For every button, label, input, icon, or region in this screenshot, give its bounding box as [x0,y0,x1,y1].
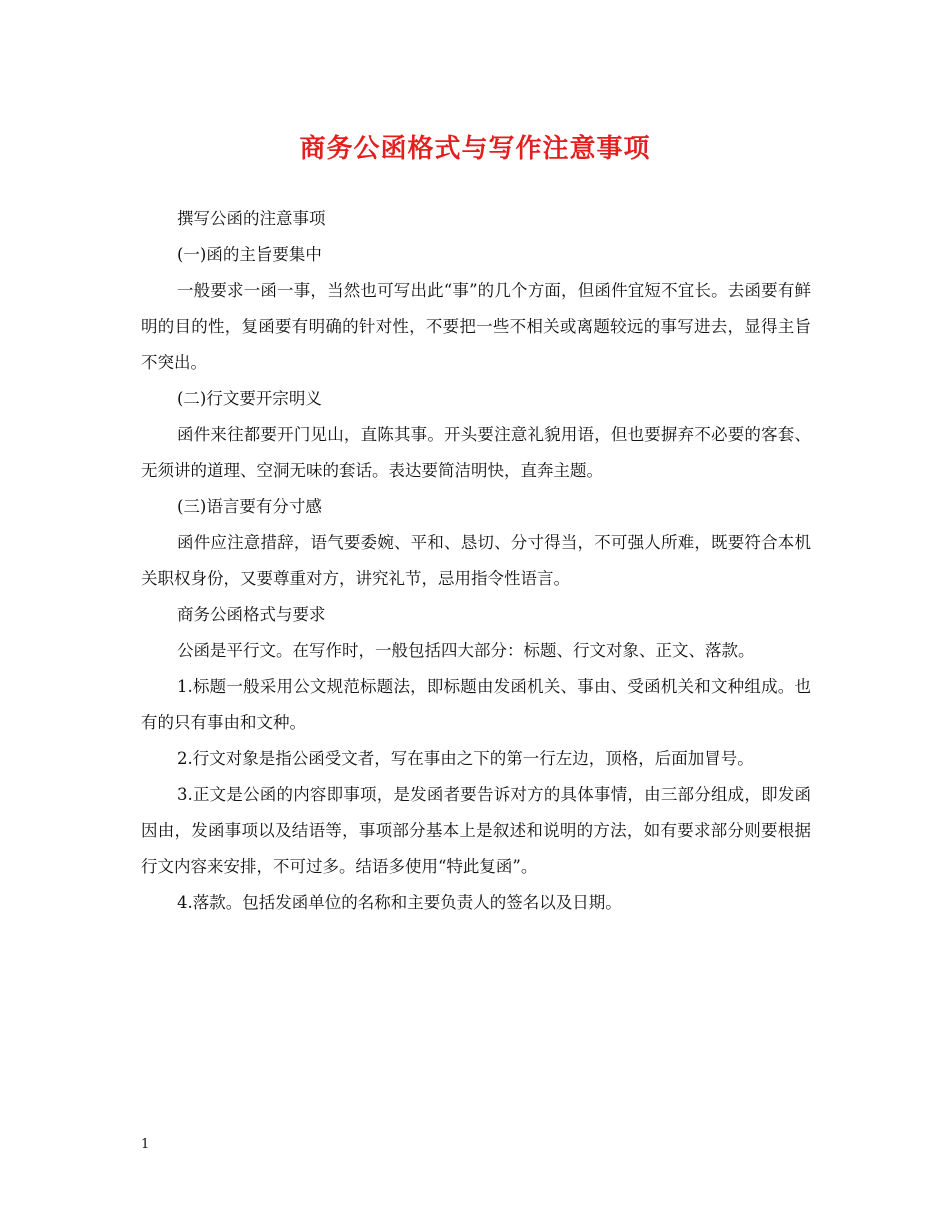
paragraph: 一般要求一函一事，当然也可写出此“事”的几个方面，但函件宜短不宜长。去函要有鲜明的目的性，复函要有明确的针对性，不要把一些不相关或离题较远的事写进去，显得主旨不突出。 [141,281,811,372]
paragraph: 2.行文对象是指公函受文者，写在事由之下的第一行左边，顶格，后面加冒号。 [177,749,754,768]
paragraph: 函件来往都要开门见山，直陈其事。开头要注意礼貌用语，但也要摒弃不必要的客套、无须讲的道理、空洞无味的套话。表达要简洁明快，直奔主题。 [141,425,811,480]
paragraph: 函件应注意措辞，语气要委婉、平和、恳切、分寸得当，不可强人所难，既要符合本机关职权身份，又要尊重对方，讲究礼节，忌用指令性语言。 [141,533,811,588]
paragraph: 3.正文是公函的内容即事项，是发函者要告诉对方的具体事情，由三部分组成，即发函因由，发函事项以及结语等，事项部分基本上是叙述和说明的方法，如有要求部分则要根据行文内容来安排，不可过多。结语多使用“特此复函”。 [141,785,811,876]
paragraph: 1.标题一般采用公文规范标题法，即标题由发函机关、事由、受函机关和文种组成。也有的只有事由和文种。 [141,677,811,732]
paragraph: (二)行文要开宗明义 [177,389,322,408]
paragraph: 4.落款。包括发函单位的名称和主要负责人的签名以及日期。 [177,893,622,912]
paragraph: 撰写公函的注意事项 [177,209,326,228]
document-body [141,201,811,921]
paragraph: (三)语言要有分寸感 [177,497,322,516]
document-title: 商务公函格式与写作注意事项 [299,134,651,164]
page-number: 1 [141,1137,150,1152]
paragraph: 公函是平行文。在写作时，一般包括四大部分：标题、行文对象、正文、落款。 [177,641,755,660]
paragraph: 商务公函格式与要求 [177,605,326,624]
paragraph: (一)函的主旨要集中 [177,245,322,264]
